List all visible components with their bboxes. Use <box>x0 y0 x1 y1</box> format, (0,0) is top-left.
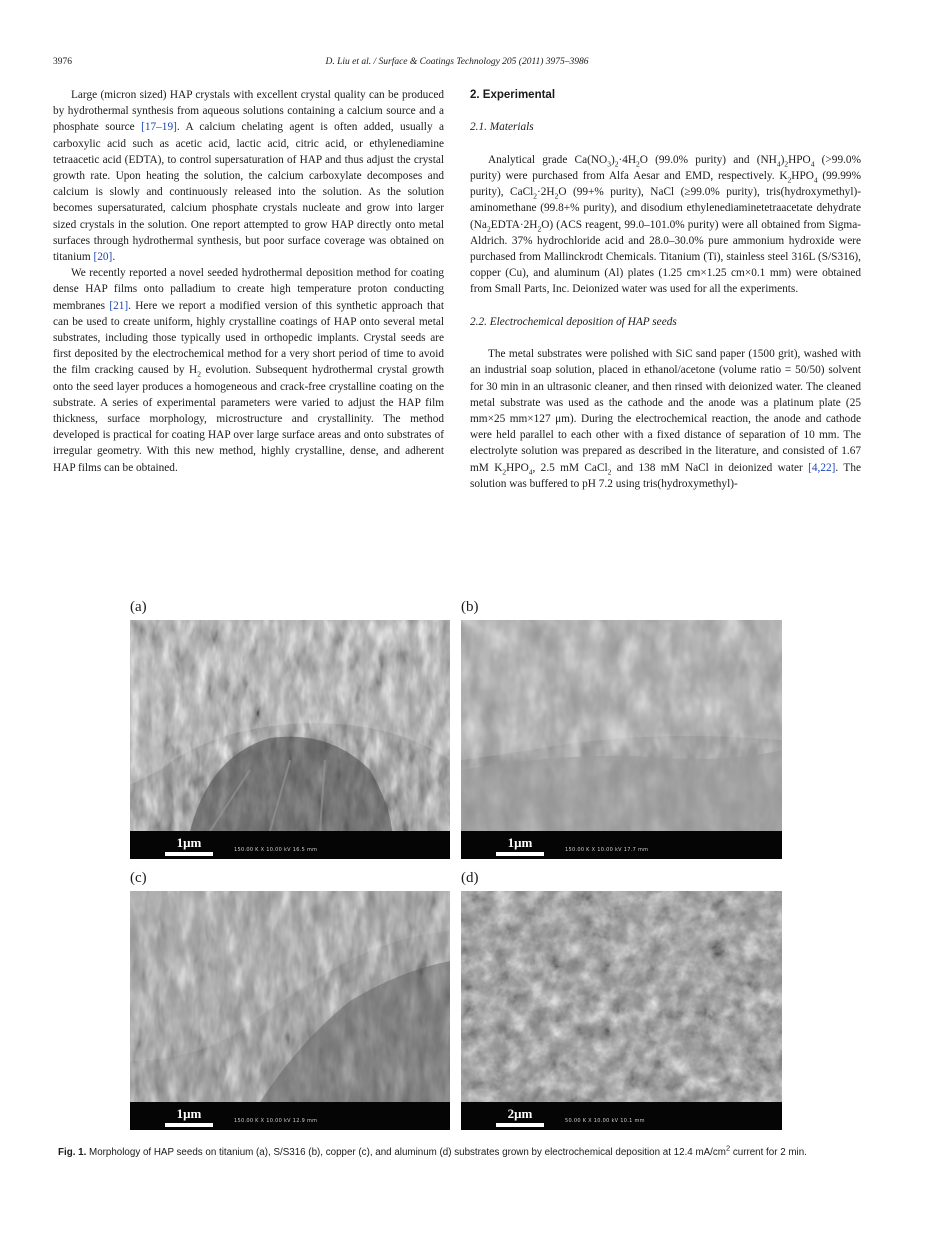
citation-link[interactable]: [20] <box>93 251 113 264</box>
sem-metadata: 150.00 K X 10.00 kV 12.9 mm <box>234 1118 318 1124</box>
journal-reference: D. Liu et al. / Surface & Coatings Technology 205 (2011) 3975–3986 <box>325 57 589 67</box>
scale-bar: 1μm <box>164 835 214 856</box>
citation-link[interactable]: [17–19] <box>141 121 177 134</box>
paragraph-electrochemical: The metal substrates were polished with SiC sand paper (1500 grit), washed with an industrial soap solution, placed in ethanol/acetone (volume ratio = 50/50) solvent for 30 min in an ultrasonic cleaner, and then rinsed with deionized water. The cleaned metal substrate was used as the cathode and the anode was a platinum plate (25 mm×25 mm×127 μm). During the electrochemical reaction, the anode and cathode were held parallel to each other with a fixed distance of separation of 10 mm. The electrolyte solution was prepared as described in the literature, and consisted of 1.67 mM $K_2HPO_4$, 2.5 mM CaCl$_2$ and 138 mM NaCl in deionized water [4,22]. The solution was buffered to pH 7.2 using tris(hydroxymethyl)- <box>470 348 861 490</box>
subsection-heading: 2.1. Materials <box>470 121 534 134</box>
caption-label: Fig. 1. <box>58 1147 87 1158</box>
citation-link[interactable]: [21] <box>109 299 129 312</box>
subsection-heading: 2.2. Electrochemical deposition of HAP seeds <box>470 315 677 328</box>
left-column <box>53 87 444 476</box>
panel-label-d: (d) <box>461 870 479 886</box>
scale-bar: 1μm <box>495 835 545 856</box>
sem-image-c <box>130 891 450 1130</box>
figure-caption: Fig. 1. Morphology of HAP seeds on titanium (a), S/S316 (b), copper (c), and aluminum (d) substrates grown by electrochemical deposition at 12.4 $mA/cm^2$ current for 2 min. <box>58 1143 807 1158</box>
paragraph-materials: Analytical grade $Ca(NO_3)_2\cdot 4H_2O$ (99.0% purity) and $(NH_4)_2HPO_4$ (>99.0% purity) were purchased from Alfa Aesar and EMD, respectively. $K_2HPO_4$ (99.99% purity), $CaCl_2\cdot 2H_2O$ (99+% purity), NaCl (≥99.0% purity), tris(hydroxymethyl)-aminomethane (99.8+% purity), and disodium ethylenediaminetetraacetate dehydrate $(Na_2EDTA\cdot 2H_2O)$ (ACS reagent, 99.0–101.0% purity) were all obtained from Sigma-Aldrich. 37% hydrochloride acid and 28.0–30.0% pure ammonium hydroxide were purchased from Mallinckrodt Chemicals. Titanium (Ti), stainless steel 316L (S/S316), copper (Cu), and aluminum (Al) plates (1.25 cm×1.25 cm×0.1 mm) were obtained from Small Parts, Inc. Deionized water was used for all the experiments. <box>470 153 861 296</box>
sem-image-a <box>130 620 450 859</box>
panel-label-a: (a) <box>130 599 147 615</box>
section-heading: 2. Experimental <box>470 89 556 101</box>
scale-bar: 1μm <box>164 1106 214 1127</box>
scale-bar: 2μm <box>495 1106 545 1127</box>
sem-metadata: 150.00 K X 10.00 kV 17.7 mm <box>565 847 649 853</box>
citation-link[interactable]: [4,22] <box>808 461 836 474</box>
page-number: 3976 <box>53 57 72 67</box>
paragraph-our-method: We recently reported a novel seeded hydrothermal deposition method for coating dense HAP films onto palladium to create high temperature proton conducting membranes [21]. Here we report a modified version of this synthetic approach that can be used to create uniform, highly crystalline coatings of HAP onto several metal substrates, including those typically used in orthopedic implants. Crystal seeds are first deposited by the electrochemical method for a very short period of time to avoid the film cracking caused by $H_2$ evolution. Subsequent hydrothermal crystal growth onto the seed layer produces a homogeneous and crack-free crystalline coating on the substrate. A series of experimental parameters were varied to adjust the HAP film thickness, surface morphology, microstructure and crystallinity. The method developed is practical for coating HAP over large surface areas and onto substrates of irregular geometry. With this new method, highly crystalline, dense, and adherent HAP films can be obtained. <box>53 267 445 474</box>
sem-metadata: 50.00 K X 10.00 kV 10.1 mm <box>565 1118 645 1124</box>
sem-image-b <box>461 620 782 859</box>
sem-metadata: 150.00 K X 10.00 kV 16.5 mm <box>234 847 318 853</box>
paragraph-hydrothermal: Large (micron sized) HAP crystals with excellent crystal quality can be produced by hydrothermal synthesis from aqueous solutions containing a calcium source and a phosphate source [17–19]. A calcium chelating agent is often added, usually a carboxylic acid such as acetic acid, lactic acid, citric acid, or ethylenediamine tetraacetic acid (EDTA), to control supersaturation of HAP and thus adjust the crystal growth rate. Upon heating the solution, the calcium carboxylate decomposes and calcium is slowly and continuously released into the solution. As the solution becomes supersaturated, calcium phosphate crystals nucleate and grow into larger sized crystals in the solution. One report attempted to grow HAP directly onto metal surfaces through hydrothermal synthesis, but poor surface coverage was obtained on titanium [20]. <box>53 89 445 264</box>
sem-image-d <box>461 891 782 1130</box>
panel-label-c: (c) <box>130 870 147 886</box>
running-header <box>53 57 861 71</box>
panel-label-b: (b) <box>461 599 479 615</box>
right-column <box>470 87 861 492</box>
